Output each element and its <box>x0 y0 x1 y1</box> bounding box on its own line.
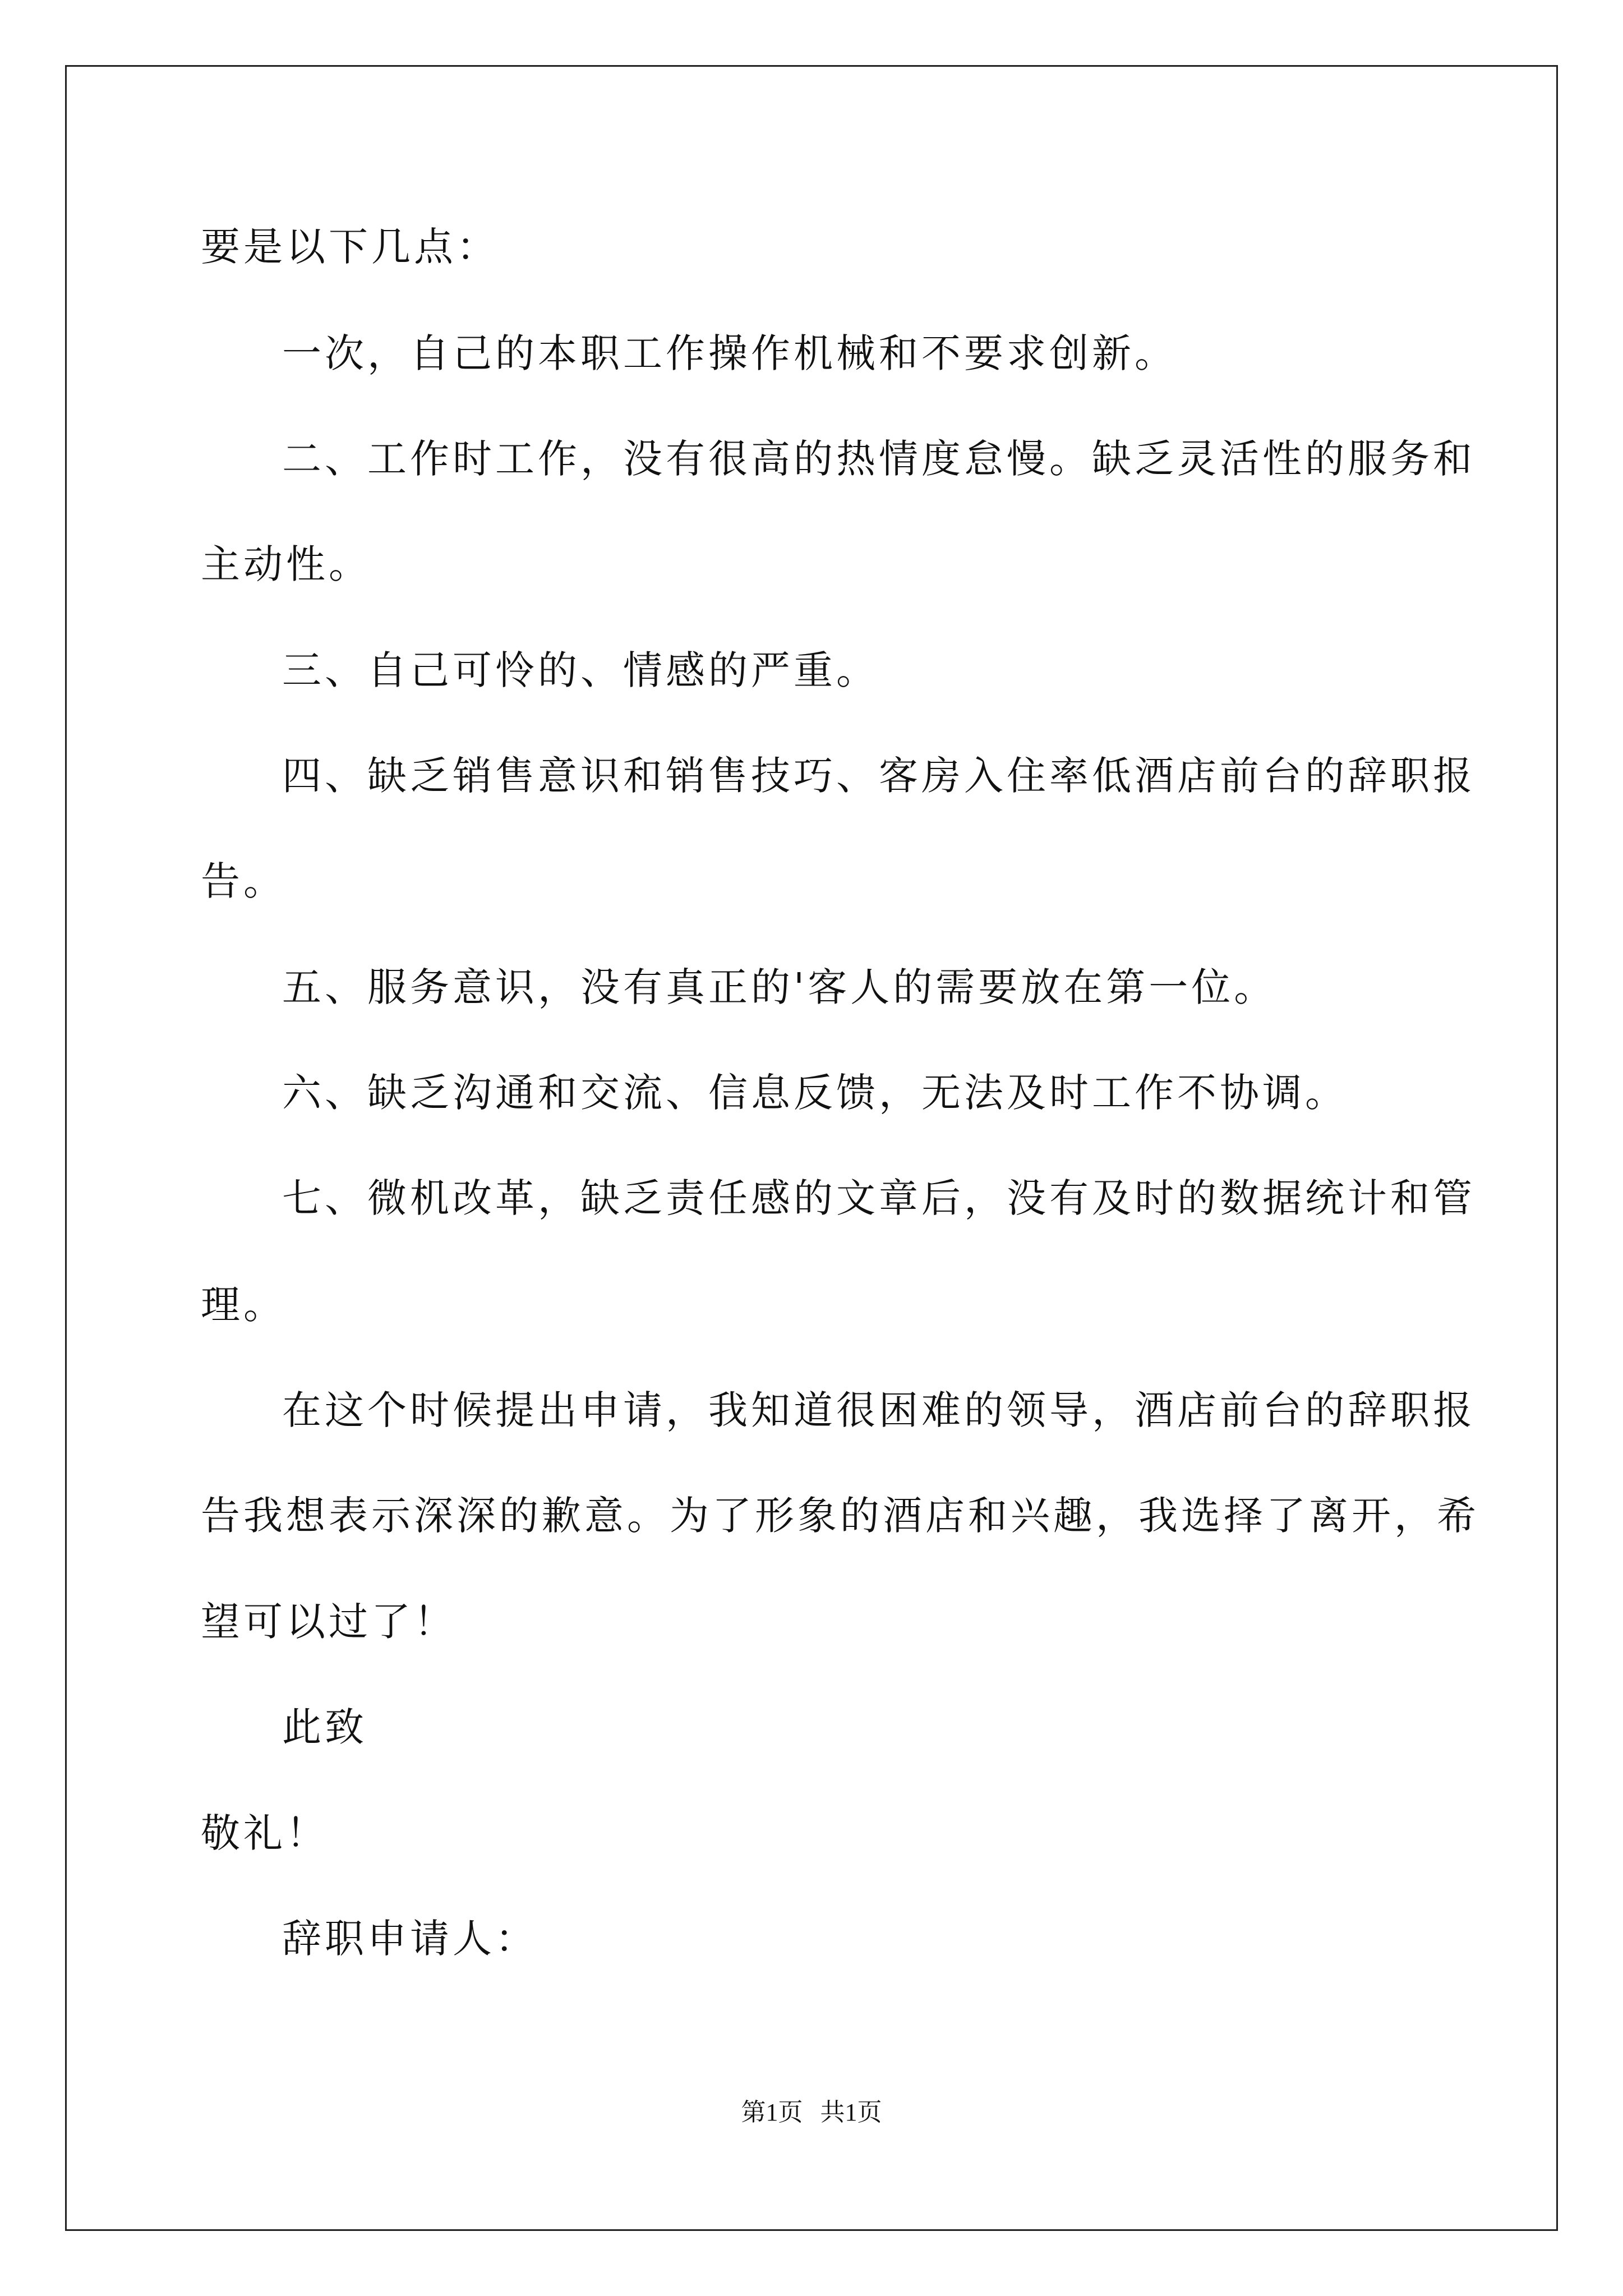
text-line: 辞职申请人： <box>282 1916 538 1962</box>
page-number-total: 共1页 <box>820 2099 882 2126</box>
text-line: 理。 <box>201 1282 286 1328</box>
text-line: 主动性。 <box>201 541 371 587</box>
text-line: 此致 <box>282 1704 367 1750</box>
text-line: 三、自己可怜的、情感的严重。 <box>282 647 879 693</box>
page-footer <box>0 2096 1623 2129</box>
page-number-current: 第1页 <box>741 2099 803 2126</box>
text-line: 要是以下几点： <box>201 224 499 270</box>
text-line: 七、微机改革，缺乏责任感的文章后，没有及时的数据统计和管 <box>282 1175 1476 1221</box>
page-border <box>65 65 1558 2231</box>
text-line: 四、缺乏销售意识和销售技巧、客房入住率低酒店前台的辞职报 <box>282 753 1476 799</box>
text-line: 一次，自己的本职工作操作机械和不要求创新。 <box>282 330 1177 376</box>
text-line: 望可以过了！ <box>201 1599 457 1645</box>
text-line: 六、缺乏沟通和交流、信息反馈，无法及时工作不协调。 <box>282 1070 1348 1116</box>
text-line: 二、工作时工作，没有很高的热情度怠慢。缺乏灵活性的服务和 <box>282 436 1476 482</box>
text-line: 敬礼！ <box>201 1810 329 1856</box>
text-line: 五、服务意识，没有真正的'客人的需要放在第一位。 <box>282 964 1277 1010</box>
text-line: 在这个时候提出申请，我知道很困难的领导，酒店前台的辞职报 <box>282 1387 1476 1433</box>
text-line: 告我想表示深深的歉意。为了形象的酒店和兴趣，我选择了离开，希 <box>201 1493 1479 1539</box>
text-line: 告。 <box>201 858 286 904</box>
